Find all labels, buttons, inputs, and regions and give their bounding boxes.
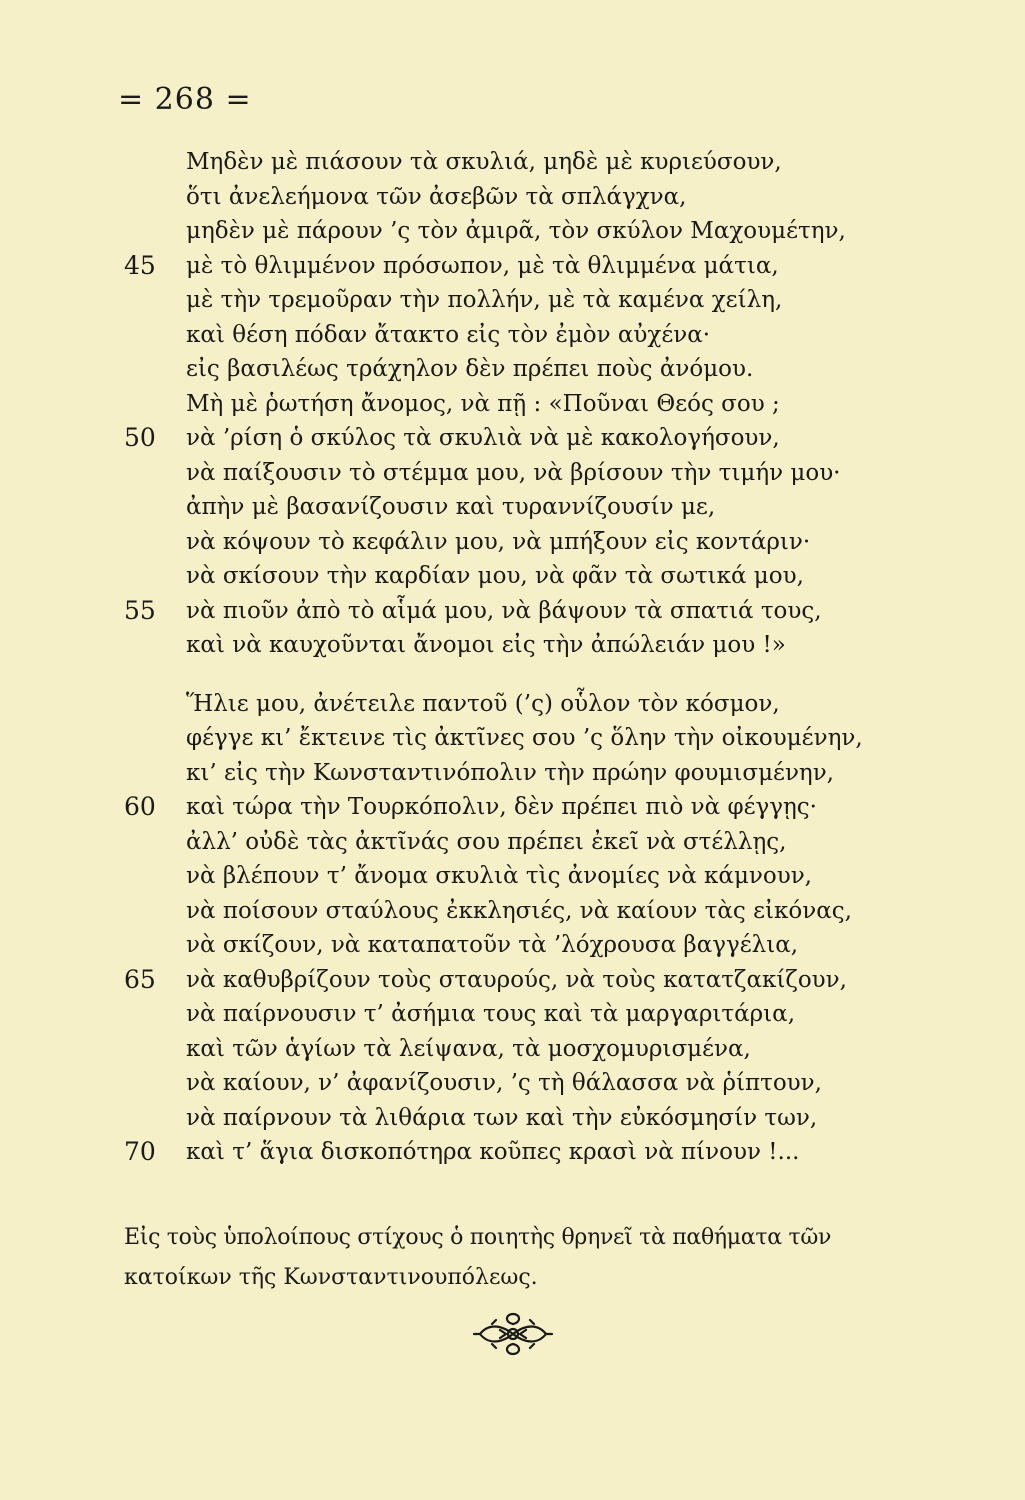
line-text: νὰ σκίζουν, νὰ καταπατοῦν τὰ ’λόχρουσα βαγγέλια, — [186, 932, 799, 958]
line-text: νὰ πιοῦν ἀπὸ τὸ αἷμά μου, νὰ βάψουν τὰ σπατιά τους, — [186, 597, 822, 624]
line-text: καὶ τ’ ἅγια δισκοπότηρα κοῦπες κρασὶ νὰ πίνουν !... — [186, 1139, 800, 1165]
line-text: ὅτι ἀνελεήμονα τῶν ἀσεβῶν τὰ σπλάγχνα, — [186, 183, 687, 210]
poem-line — [0, 1135, 1025, 1170]
line-text: νὰ παίξουσιν τὸ στέμμα μου, νὰ βρίσουν τὴν τιμήν μου· — [186, 459, 841, 486]
line-text: καὶ θέση πόδαν ἄτακτο εἰς τὸν ἐμὸν αὐχένα· — [186, 321, 711, 348]
line-text: νὰ ’ρίση ὁ σκύλος τὰ σκυλιὰ νὰ μὲ κακολογήσουν, — [186, 425, 780, 451]
line-text: κι’ εἰς τὴν Κωνσταντινόπολιν τὴν πρώην φουμισμένην, — [186, 759, 834, 786]
poem-line — [0, 525, 1025, 560]
line-number: 65 — [124, 964, 156, 994]
line-text: νὰ βλέπουν τ’ ἄνομα σκυλιὰ τὶς ἀνομίες νὰ κάμνουν, — [186, 863, 812, 889]
line-text: νὰ παίρνουν τὰ λιθάρια των καὶ τὴν εὐκόσμησίν των, — [186, 1104, 818, 1131]
poem-line — [0, 997, 1025, 1032]
line-number: 55 — [124, 595, 156, 625]
poem-line — [0, 859, 1025, 894]
line-text: καὶ τώρα τὴν Τουρκόπολιν, δὲν πρέπει πιὸ νὰ φέγγῃς· — [186, 794, 817, 820]
poem-line — [0, 721, 1025, 756]
line-number: 50 — [124, 423, 156, 452]
poem-line — [0, 180, 1025, 215]
line-text: καὶ τῶν ἁγίων τὰ λείψανα, τὰ μοσχομυρισμένα, — [186, 1035, 751, 1062]
page-number: = 268 = — [118, 82, 252, 117]
poem-line — [0, 318, 1025, 353]
line-text: νὰ σκίσουν τὴν καρδίαν μου, νὰ φᾶν τὰ σωτικά μου, — [186, 563, 804, 589]
line-text: ἀλλ’ οὐδὲ τὰς ἀκτῖνάς σου πρέπει ἐκεῖ νὰ στέλλῃς, — [186, 828, 787, 855]
poem-line — [0, 456, 1025, 491]
poem-line — [0, 249, 1025, 284]
line-text: φέγγε κι’ ἔκτεινε τὶς ἀκτῖνες σου ’ς ὅλην τὴν οἰκουμένην, — [186, 725, 863, 751]
line-text: νὰ καίουν, ν’ ἀφανίζουσιν, ’ς τὴ θάλασσα νὰ ῥίπτουν, — [186, 1070, 822, 1096]
poem-line — [0, 214, 1025, 249]
line-text: μηδὲν μὲ πάρουν ’ς τὸν ἀμιρᾶ, τὸν σκύλον Μαχουμέτην, — [186, 218, 846, 244]
poem-line — [0, 283, 1025, 318]
poem-line — [0, 790, 1025, 825]
poem-line — [0, 490, 1025, 525]
line-number: 70 — [124, 1137, 156, 1166]
line-text: εἰς βασιλέως τράχηλον δὲν πρέπει ποὺς ἀνόμου. — [186, 356, 754, 382]
line-text: ἀπὴν μὲ βασανίζουσιν καὶ τυραννίζουσίν με, — [186, 494, 716, 520]
line-text: Μὴ μὲ ῥωτήση ἄνομος, νὰ πῇ : «Ποῦναι Θεός σου ; — [186, 390, 780, 417]
line-number: 45 — [124, 250, 156, 280]
poem-line — [0, 963, 1025, 998]
note-line: κατοίκων τῆς Κωνσταντινουπόλεως. — [124, 1265, 538, 1290]
poem-line — [0, 825, 1025, 860]
line-text: μὲ τὸ θλιμμένον πρόσωπον, μὲ τὰ θλιμμένα μάτια, — [186, 252, 779, 279]
line-text: νὰ παίρνουσιν τ’ ἀσήμια τους καὶ τὰ μαργαριτάρια, — [186, 1001, 796, 1027]
poem-line — [0, 1066, 1025, 1101]
editor-note — [124, 1218, 924, 1298]
line-text: Ἥλιε μου, ἀνέτειλε παντοῦ (’ς) οὗλον τὸν κόσμον, — [186, 690, 780, 717]
line-text: νὰ ποίσουν σταύλους ἐκκλησιές, νὰ καίουν τὰς εἰκόνας, — [186, 897, 852, 924]
poem-line — [0, 594, 1025, 629]
poem-line — [0, 1101, 1025, 1136]
note-line: Εἰς τοὺς ὑπολοίπους στίχους ὁ ποιητὴς θρηνεῖ τὰ παθήματα τῶν — [124, 1225, 832, 1250]
line-text: νὰ κόψουν τὸ κεφάλιν μου, νὰ μπήξουν εἰς κοντάριν· — [186, 528, 811, 555]
poem-line — [0, 559, 1025, 594]
line-text: καὶ νὰ καυχοῦνται ἄνομοι εἰς τὴν ἀπώλειάν μου !» — [186, 632, 786, 658]
poem-line — [0, 687, 1025, 722]
poem — [0, 145, 1025, 1170]
line-text: νὰ καθυβρίζουν τοὺς σταυρούς, νὰ τοὺς κατατζακίζουν, — [186, 966, 847, 993]
poem-line — [0, 145, 1025, 180]
ornament-icon — [470, 1310, 556, 1358]
line-text: μὲ τὴν τρεμοῦραν τὴν πολλήν, μὲ τὰ καμένα χείλη, — [186, 287, 783, 313]
poem-line — [0, 1032, 1025, 1067]
poem-line — [0, 894, 1025, 929]
poem-line — [0, 387, 1025, 422]
poem-line — [0, 421, 1025, 456]
poem-line — [0, 352, 1025, 387]
stanza-gap — [0, 663, 1025, 687]
line-text: Μηδὲν μὲ πιάσουν τὰ σκυλιά, μηδὲ μὲ κυριεύσουν, — [186, 149, 782, 175]
poem-line — [0, 928, 1025, 963]
poem-line — [0, 756, 1025, 791]
line-number: 60 — [124, 792, 156, 821]
poem-line — [0, 628, 1025, 663]
